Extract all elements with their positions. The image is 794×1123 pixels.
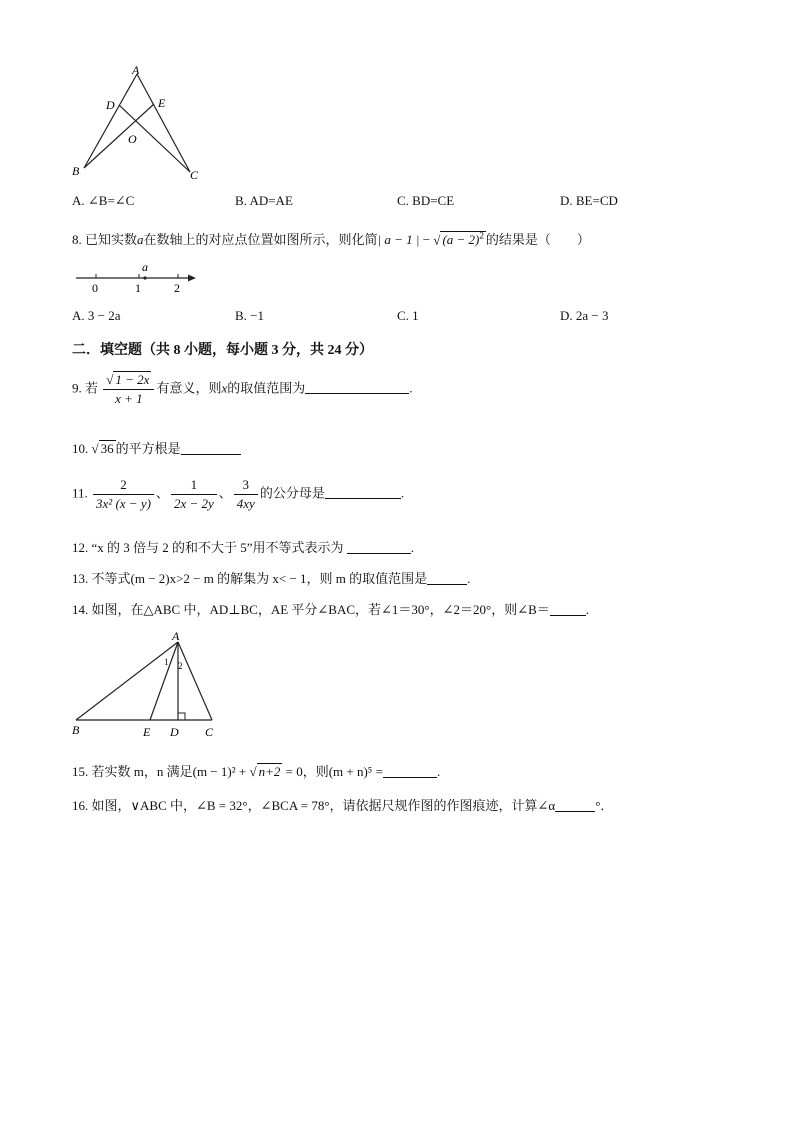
q10 [72, 438, 241, 457]
q10-number: 10. [72, 441, 89, 456]
q11-f3-den: 4xy [236, 496, 255, 511]
q9-post: 有意义，则 [156, 380, 222, 396]
q8-option-b: B. −1 [235, 308, 265, 323]
q15-sqrt: √ n+2 [249, 764, 281, 779]
q8-sqrt: √ $(a - 2)^2$ [433, 230, 484, 247]
q15-text-b: = 0，则(m + n)⁵ = [282, 764, 383, 779]
tick-label-0: 0 [92, 281, 98, 295]
q11-post: 的公分母是 [259, 485, 325, 501]
q11-answer-blank[interactable] [325, 486, 401, 499]
q11-fraction-2 [171, 477, 217, 512]
section-heading-fill-blank: 二．填空题（共 8 小题，每小题 3 分，共 24 分） [72, 343, 373, 358]
point-a [143, 276, 146, 279]
q13-end: . [467, 571, 471, 586]
q13 [72, 568, 470, 587]
q9-denominator: x + 1 [115, 391, 143, 406]
tick-label-1: 1 [135, 281, 141, 295]
q9-pre: 若 [85, 380, 99, 396]
fig14-label-c: C [205, 725, 214, 739]
q8-sup: 2 [479, 230, 484, 241]
figure-q14-triangle [66, 628, 226, 740]
q8-minus: − [419, 232, 434, 247]
q14-text: 如图，在△ABC 中，AD⊥BC，AE 平分∠BAC，若∠1＝30°，∠2＝20°，则∠B＝ [91, 602, 550, 617]
q9-answer-blank[interactable] [305, 381, 409, 394]
q8-stem-a: 已知实数 [85, 232, 138, 247]
q11 [72, 477, 404, 512]
q13-text: 不等式(m − 2)x>2 − m 的解集为 x< − 1，则 m 的取值范围是 [91, 571, 428, 586]
segment-ab [84, 74, 137, 168]
segment-ab [76, 642, 178, 720]
q8-number: 8. [72, 232, 82, 247]
fig7-label-c: C [190, 168, 199, 182]
q11-f2-num: 1 [171, 477, 217, 495]
fig7-label-b: B [72, 164, 80, 178]
q15 [72, 761, 440, 780]
q9-end: . [409, 380, 413, 396]
q8-stem [72, 229, 590, 248]
q11-f3-num: 3 [234, 477, 258, 495]
q11-sep-2: 、 [218, 485, 232, 501]
fig7-label-d: D [106, 98, 115, 112]
point-a-label: a [142, 260, 148, 274]
fig7-label-a: A [132, 63, 140, 77]
q8-abs-expr: | a − 1 | [377, 232, 420, 247]
fig14-label-a: A [172, 629, 180, 643]
tick-label-2: 2 [174, 281, 180, 295]
q12-answer-blank[interactable] [347, 541, 411, 554]
segment-ae [150, 642, 178, 720]
q9-var: x [221, 380, 228, 396]
q14-end: . [585, 602, 590, 617]
q14-answer-blank[interactable] [550, 603, 586, 616]
q16-end: °． [595, 798, 614, 813]
q15-answer-blank[interactable] [383, 765, 437, 778]
right-angle-mark [178, 713, 185, 720]
q15-end: . [436, 764, 441, 779]
q11-fraction-1 [93, 477, 154, 512]
q8-var: a [137, 232, 144, 247]
q9-post2: 的取值范围为 [227, 380, 306, 396]
fig14-label-d: D [170, 725, 179, 739]
q11-end: . [400, 485, 405, 501]
q11-number: 11. [72, 485, 88, 501]
q10-radicand: 36 [100, 441, 114, 456]
fig14-label-2: 2 [178, 661, 183, 671]
q10-sqrt: √ 36 [91, 441, 114, 456]
q9-numerator: 1 − 2x [115, 372, 150, 387]
q12-end: . [410, 540, 415, 555]
q8-stem-b: 在数轴上的对应点位置如图所示，则化简 [143, 232, 378, 247]
q9-number: 9. [72, 380, 82, 396]
q12 [72, 537, 414, 556]
figure-q7-triangle [66, 62, 206, 186]
q11-sep-1: 、 [155, 485, 169, 501]
fig14-label-e: E [143, 725, 151, 739]
q14 [72, 599, 589, 618]
q8-option-a: A. 3 − 2a [72, 308, 121, 323]
q10-post: 的平方根是 [115, 441, 181, 456]
q10-answer-blank[interactable] [181, 442, 241, 455]
q11-f2-den: 2x − 2y [173, 496, 214, 511]
segment-be [84, 104, 154, 168]
segment-ac [137, 74, 190, 172]
q12-text: “x 的 3 倍与 2 的和不大于 5”用不等式表示为 [91, 540, 344, 555]
q11-f1-den: 3x² (x − y) [96, 496, 151, 511]
fig7-label-o: O [128, 132, 137, 146]
q7-option-a: A. ∠B=∠C [72, 193, 135, 208]
number-line-arrow [188, 275, 196, 282]
q15-text-a: 若实数 m，n 满足(m − 1)² + [91, 764, 250, 779]
q9-fraction: $\frac{√ 1 - 2x}{x + 1}$ [103, 372, 154, 407]
q7-option-c: C. BD=CE [397, 193, 455, 208]
q16-answer-blank[interactable] [555, 799, 595, 812]
q8-option-c: C. 1 [397, 308, 419, 323]
q11-f1-num: 2 [93, 477, 154, 495]
q13-answer-blank[interactable] [427, 572, 467, 585]
q14-number: 14. [72, 602, 89, 617]
q8-option-d: D. 2a − 3 [560, 308, 609, 323]
q8-sqrt-expr: (a − 2) [442, 232, 480, 247]
q16 [72, 795, 613, 814]
q7-option-b: B. AD=AE [235, 193, 293, 208]
q9 [72, 372, 413, 407]
segment-ac [178, 642, 212, 720]
q15-radicand: n+2 [258, 764, 281, 779]
q16-number: 16. [72, 798, 89, 813]
fig7-label-e: E [158, 96, 166, 110]
q15-number: 15. [72, 764, 89, 779]
q13-number: 13. [72, 571, 89, 586]
q16-text: 如图，∨ABC 中，∠B = 32°，∠BCA = 78°，请依据尺规作图的作图痕迹，计算∠α [91, 798, 556, 813]
q7-option-d: D. BE=CD [560, 193, 618, 208]
q11-fraction-3 [234, 477, 258, 512]
q8-number-line [72, 260, 202, 296]
q8-stem-c: 的结果是（ ） [485, 232, 590, 247]
q12-number: 12. [72, 540, 89, 555]
fig14-label-1: 1 [164, 657, 169, 667]
fig14-label-b: B [72, 723, 80, 737]
